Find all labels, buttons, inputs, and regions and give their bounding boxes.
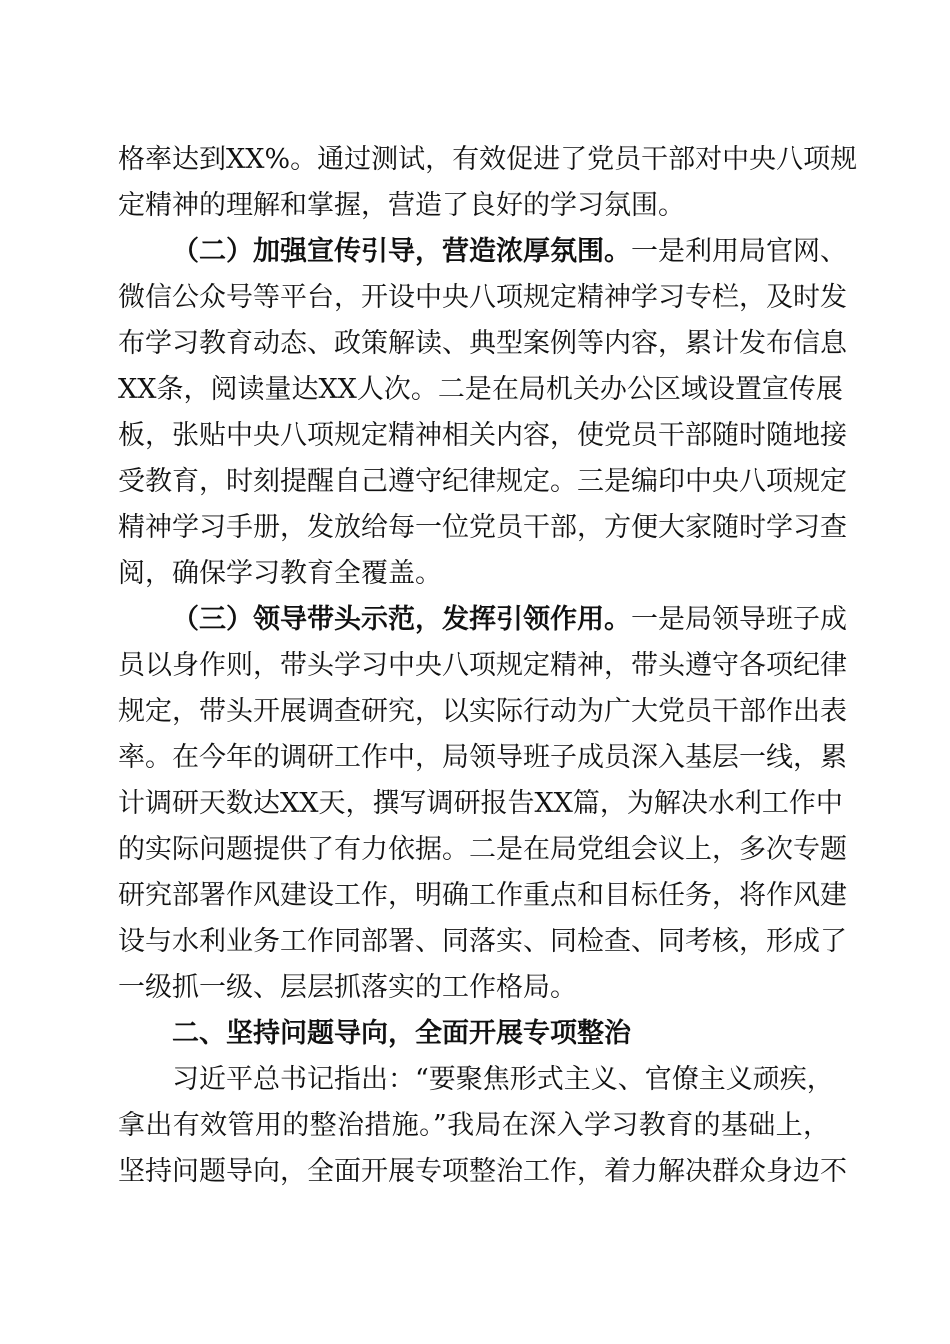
paragraph-line: 坚持问题导向，全面开展专项整治工作，着力解决群众身边不: [118, 1156, 847, 1187]
paragraph-line: XX条，阅读量达XX人次。二是在局机关办公区域设置宣传展: [118, 374, 843, 405]
paragraph-line: [172, 598, 847, 642]
paragraph-text: 一是局领导班子成: [631, 604, 847, 635]
paragraph-line: 定精神的理解和掌握，营造了良好的学习氛围。: [118, 190, 685, 221]
section-subheading: （三）领导带头示范，发挥引领作用。: [172, 604, 631, 635]
paragraph-line: 设与水利业务工作同部署、同落实、同检查、同考核，形成了: [118, 926, 847, 957]
paragraph-line: 习近平总书记指出：“要聚焦形式主义、官僚主义顽疾，: [172, 1064, 834, 1095]
paragraph-line: 研究部署作风建设工作，明确工作重点和目标任务，将作风建: [118, 880, 847, 911]
paragraph-line: 布学习教育动态、政策解读、典型案例等内容，累计发布信息: [118, 328, 847, 359]
paragraph-line: 计调研天数达XX天，撰写调研报告XX篇，为解决水利工作中: [118, 788, 843, 819]
paragraph-line: 微信公众号等平台，开设中央八项规定精神学习专栏，及时发: [118, 282, 847, 313]
paragraph-line: 拿出有效管用的整治措施。”我局在深入学习教育的基础上，: [118, 1110, 830, 1141]
section-heading: 二、坚持问题导向，全面开展专项整治: [172, 1018, 631, 1049]
paragraph-line: 一级抓一级、层层抓落实的工作格局。: [118, 972, 577, 1003]
paragraph-line: 员以身作则，带头学习中央八项规定精神，带头遵守各项纪律: [118, 650, 847, 681]
paragraph-line: 板，张贴中央八项规定精神相关内容，使党员干部随时随地接: [118, 420, 847, 451]
paragraph-line: 规定，带头开展调查研究，以实际行动为广大党员干部作出表: [118, 696, 847, 727]
paragraph-line: 受教育，时刻提醒自己遵守纪律规定。三是编印中央八项规定: [118, 466, 847, 497]
section-subheading: （二）加强宣传引导，营造浓厚氛围。: [172, 236, 631, 267]
paragraph-text: 一是利用局官网、: [631, 236, 847, 267]
paragraph-line: 阅，确保学习教育全覆盖。: [118, 558, 442, 589]
paragraph-line: 精神学习手册，发放给每一位党员干部，方便大家随时学习查: [118, 512, 847, 543]
paragraph-line: 率。在今年的调研工作中，局领导班子成员深入基层一线，累: [118, 742, 847, 773]
paragraph-line: 的实际问题提供了有力依据。二是在局党组会议上，多次专题: [118, 834, 847, 865]
paragraph-line: [172, 230, 847, 274]
paragraph-line: 格率达到XX%。通过测试，有效促进了党员干部对中央八项规: [118, 144, 858, 175]
